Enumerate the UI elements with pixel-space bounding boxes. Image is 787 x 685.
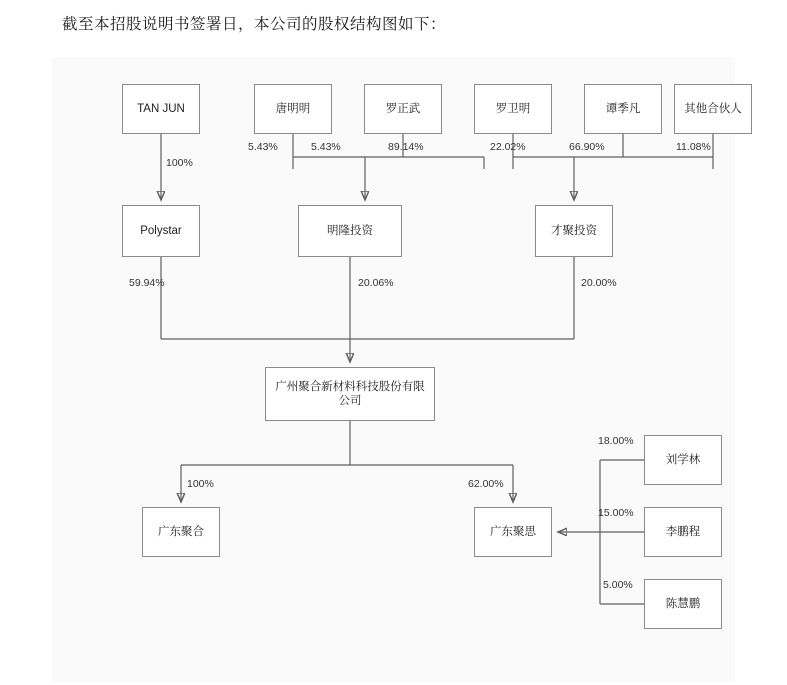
node-label: 罗卫明 [495,102,531,115]
node-label: 明隆投资 [327,224,373,237]
node-label: 唐明明 [275,102,311,115]
node-label: TAN JUN [137,102,185,115]
node-label: 李鹏程 [665,525,701,538]
edge-label-qita-caiju: 11.08% [676,141,711,153]
edge-label-liuxl-gdjusi: 18.00% [598,435,634,447]
node-label: Polystar [140,224,182,237]
node-guangdong-juhe[interactable] [142,507,220,557]
edge-label-company-gdjusi: 62.00% [468,478,504,490]
node-luo-zhengwu[interactable] [364,84,442,134]
node-issuer-company[interactable] [265,367,435,421]
edge-label-chenhp-gdjusi: 5.00% [603,579,633,591]
ownership-structure-diagram [52,57,742,682]
edge-label-polystar-company: 59.94% [129,277,165,289]
edge-label-luozw-minglong-b: 89.14% [388,141,424,153]
edge-label-tangmm-minglong: 5.43% [248,141,278,153]
node-label: 才聚投资 [551,224,597,237]
node-label: 广州聚合新材料科技股份有限公司 [275,380,425,407]
node-other-partners[interactable] [674,84,752,134]
node-guangdong-jusi[interactable] [474,507,552,557]
edge-label-company-gdjuhe: 100% [187,478,214,490]
node-liu-xuelin[interactable] [644,435,722,485]
node-polystar[interactable] [122,205,200,257]
node-chen-huipeng[interactable] [644,579,722,629]
node-label: 陈慧鹏 [665,597,701,610]
node-label: 罗正武 [385,102,421,115]
node-label: 谭季凡 [605,102,641,115]
node-tan-jifan[interactable] [584,84,662,134]
edge-label-tanjf-caiju: 66.90% [569,141,605,153]
node-label: 刘学林 [665,453,701,466]
node-label: 其他合伙人 [684,102,742,115]
edge-label-luowm-caiju: 22.02% [490,141,526,153]
edge-label-luozw-minglong-a: 5.43% [311,141,341,153]
node-luo-weiming[interactable] [474,84,552,134]
edge-label-tanjun-polystar: 100% [166,157,193,169]
edge-label-caiju-company: 20.00% [581,277,617,289]
page-title: 截至本招股说明书签署日，本公司的股权结构图如下： [62,16,447,33]
node-minglong-investment[interactable] [298,205,402,257]
node-tan-jun[interactable] [122,84,200,134]
node-li-pengcheng[interactable] [644,507,722,557]
node-label: 广东聚思 [490,525,536,538]
edge-label-lipc-gdjusi: 15.00% [598,507,634,519]
node-label: 广东聚合 [158,525,204,538]
node-tang-mingming[interactable] [254,84,332,134]
node-caiju-investment[interactable] [535,205,613,257]
edge-label-minglong-company: 20.06% [358,277,394,289]
